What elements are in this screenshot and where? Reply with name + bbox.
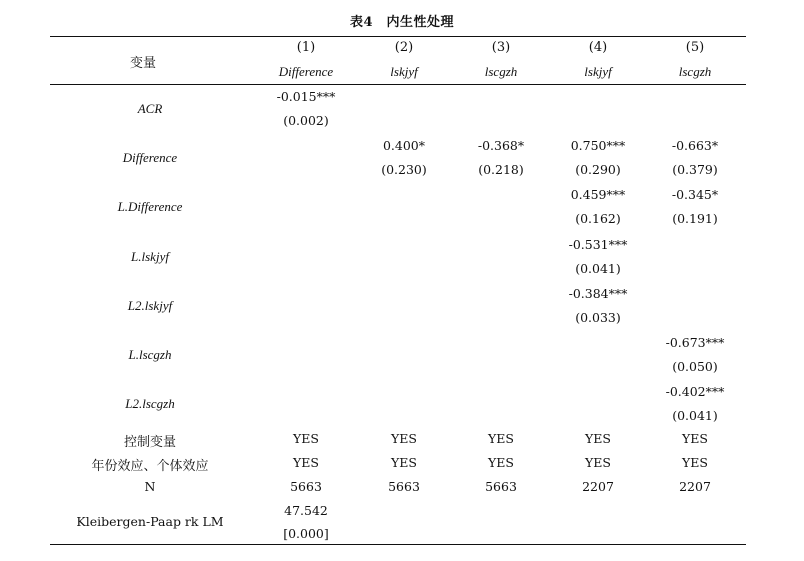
coefficient: -0.384*** xyxy=(568,286,628,301)
standard-error: (0.230) xyxy=(381,162,427,177)
standard-error: (0.033) xyxy=(575,310,621,325)
dependent-variable: lskjyf xyxy=(390,64,418,79)
kp-pvalue: [0.000] xyxy=(283,526,329,541)
coefficient: -0.663* xyxy=(671,138,719,153)
fixed-effects-row-value: YES xyxy=(391,455,417,470)
row-label: L2.lscgzh xyxy=(125,396,175,411)
controls-row-value: YES xyxy=(391,431,417,446)
standard-error: (0.379) xyxy=(672,162,718,177)
row-label: L.Difference xyxy=(117,199,183,214)
standard-error: (0.041) xyxy=(672,408,718,423)
coefficient: -0.345* xyxy=(671,187,719,202)
standard-error: (0.218) xyxy=(478,162,524,177)
dependent-variable: lscgzh xyxy=(484,64,518,79)
observations-row-value: 2207 xyxy=(679,479,711,494)
top-rule xyxy=(50,36,746,37)
dependent-variable: lskjyf xyxy=(584,64,612,79)
standard-error: (0.002) xyxy=(283,113,329,128)
fixed-effects-row-value: YES xyxy=(682,455,708,470)
dependent-variable: lscgzh xyxy=(678,64,712,79)
observations-row-value: 2207 xyxy=(582,479,614,494)
controls-row-value: YES xyxy=(488,431,514,446)
header-rule xyxy=(50,84,746,85)
coefficient: -0.402*** xyxy=(665,384,725,399)
coefficient: 0.459*** xyxy=(570,187,626,202)
standard-error: (0.290) xyxy=(575,162,621,177)
coefficient: -0.531*** xyxy=(568,237,628,252)
table-caption: 表4 内生性处理 xyxy=(349,15,455,30)
standard-error: (0.050) xyxy=(672,359,718,374)
coefficient: -0.368* xyxy=(477,138,525,153)
controls-row-value: YES xyxy=(585,431,611,446)
fixed-effects-row-value: YES xyxy=(293,455,319,470)
standard-error: (0.041) xyxy=(575,261,621,276)
row-label: Difference xyxy=(122,150,178,165)
standard-error: (0.191) xyxy=(672,211,718,226)
standard-error: (0.162) xyxy=(575,211,621,226)
column-number: (4) xyxy=(588,40,608,55)
coefficient: -0.673*** xyxy=(665,335,725,350)
observations-row-value: 5663 xyxy=(485,479,517,494)
observations-row-value: 5663 xyxy=(388,479,420,494)
row-label: L2.lskjyf xyxy=(127,298,173,313)
fixed-effects-row-label: 年份效应、个体效应 xyxy=(91,459,209,474)
column-number: (3) xyxy=(491,40,511,55)
coefficient: 0.400* xyxy=(382,138,426,153)
stub-header: 变量 xyxy=(129,56,156,71)
row-label: L.lscgzh xyxy=(128,347,172,362)
fixed-effects-row-value: YES xyxy=(488,455,514,470)
fixed-effects-row-value: YES xyxy=(585,455,611,470)
row-label: L.lskjyf xyxy=(131,249,169,264)
dependent-variable: Difference xyxy=(278,64,334,79)
controls-row-value: YES xyxy=(293,431,319,446)
column-number: (5) xyxy=(685,40,705,55)
controls-row-value: YES xyxy=(682,431,708,446)
kp-label: Kleibergen-Paap rk LM xyxy=(76,514,224,529)
column-number: (1) xyxy=(296,40,316,55)
coefficient: 0.750*** xyxy=(570,138,626,153)
observations-row-value: 5663 xyxy=(290,479,322,494)
kp-statistic: 47.542 xyxy=(284,503,328,518)
column-number: (2) xyxy=(394,40,414,55)
coefficient: -0.015*** xyxy=(276,89,336,104)
bottom-rule xyxy=(50,544,746,545)
observations-row-label: N xyxy=(144,479,156,494)
controls-row-label: 控制变量 xyxy=(123,435,176,450)
row-label: ACR xyxy=(137,101,163,116)
